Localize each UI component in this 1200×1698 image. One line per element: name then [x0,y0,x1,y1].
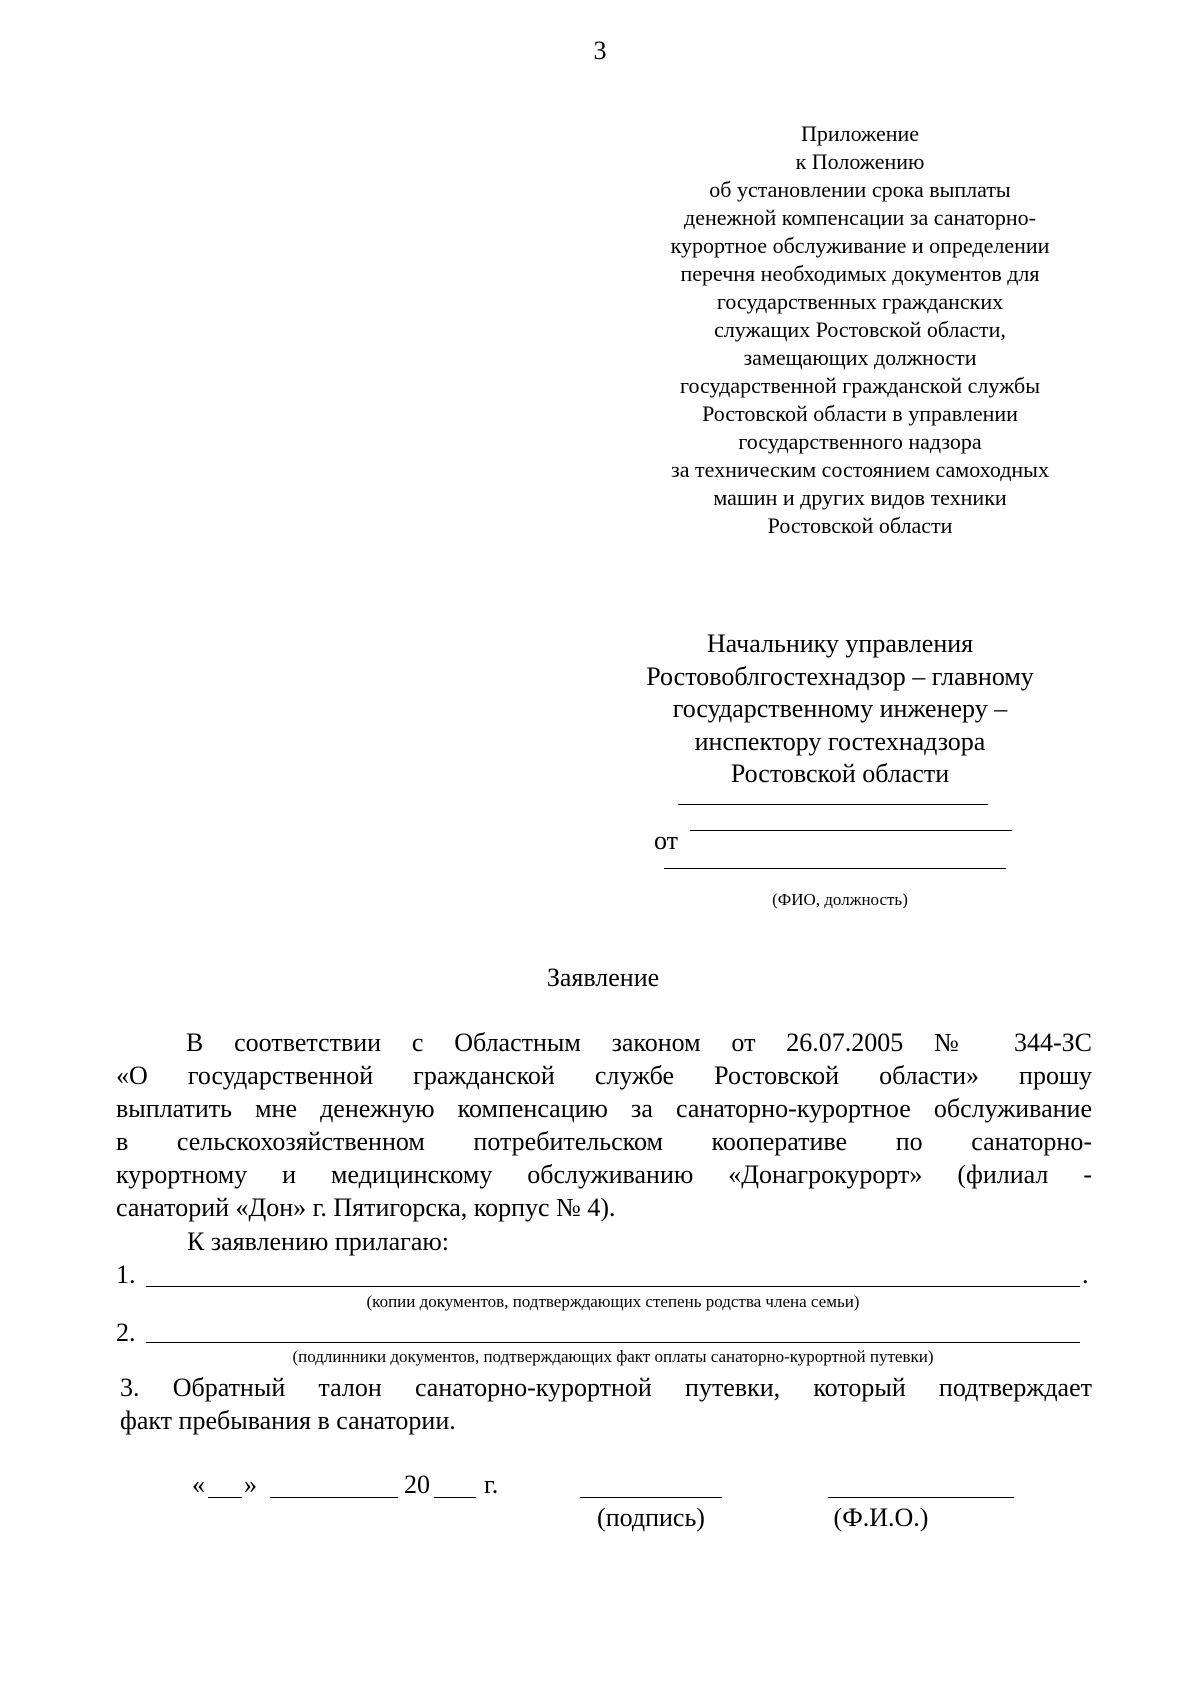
attachment-2-number: 2. [116,1318,136,1347]
appendix-line: государственных гражданских [716,289,1004,314]
addressee-line: государственному инженеру – [672,694,1008,723]
signature-caption: (подпись) [597,1503,705,1532]
attachment-3-line: факт пребывания в санатории. [120,1406,456,1435]
addressee-name-line[interactable] [678,804,988,805]
statement-line: В соответствии с Областным законом от 26.07.2005 № 344-ЗС [186,1028,1092,1057]
from-line[interactable] [690,830,1012,831]
statement-line: «О государственной гражданской службе Ростовской области» прошу [116,1061,1092,1090]
page-number: 3 [593,36,607,65]
statement-paragraph [116,1026,1092,1224]
addressee-line: инспектору гостехнадзора [694,726,986,756]
appendix-line: перечня необходимых документов для [680,261,1040,286]
signature-line[interactable] [580,1497,722,1498]
attachment-1-caption: (копии документов, подтверждающих степень родства члена семьи) [366,1292,860,1311]
appendix-line: курортное обслуживание и определении [670,233,1050,258]
addressee-line: Начальнику управления [706,629,974,658]
attachment-3-line: 3. Обратный талон санаторно-курортной путевки, который подтверждает [120,1373,1092,1402]
appendix-line: Приложение [800,121,920,146]
appendix-line: служащих Ростовской области, [714,317,1006,342]
addressee-block [600,628,1080,791]
attachment-1-number: 1. [116,1260,136,1289]
appendix-line: денежной компенсации за санаторно- [684,205,1036,230]
attachments-heading: К заявлению прилагаю: [187,1227,450,1256]
date-year-prefix: 20 [404,1470,430,1499]
attachment-3 [120,1371,1092,1437]
addressee-line: Ростовоблгостехнадзор – главному [646,661,1034,691]
appendix-line: машин и других видов техники [713,485,1007,510]
appendix-line: государственного надзора [738,429,982,454]
appendix-line: за техническим состоянием самоходных [671,457,1049,482]
statement-line: в сельскохозяйственном потребительском кооперативе по санаторно- [116,1127,1092,1156]
date-month-line[interactable] [270,1497,398,1498]
fio-caption: (ФИО, должность) [772,890,908,909]
date-year-suffix: г. [484,1470,499,1499]
statement-line: санаторий «Дон» г. Пятигорска, корпус № 4). [116,1193,616,1222]
from-label: от [654,826,679,855]
appendix-line: об установлении срока выплаты [709,177,1011,202]
appendix-header [630,120,1090,540]
date-quote-close: » [244,1470,257,1499]
attachment-1-line[interactable] [146,1286,1080,1287]
appendix-line: Ростовской области в управлении [702,401,1018,426]
fio-line[interactable] [664,868,1006,869]
statement-line: курортному и медицинскому обслуживанию «Донагрокурорт» (филиал - [116,1160,1092,1189]
appendix-line: Ростовской области [767,513,953,538]
appendix-line: государственной гражданской службы [680,373,1040,398]
document-title: Заявление [546,963,660,992]
date-year-line[interactable] [434,1497,476,1498]
appendix-line: замещающих должности [743,345,977,370]
date-quote-open: « [192,1470,205,1499]
name-caption: (Ф.И.О.) [833,1503,929,1532]
attachment-2-caption: (подлинники документов, подтверждающих факт оплаты санаторно-курортной путевки) [292,1347,934,1366]
date-day-line[interactable] [208,1497,242,1498]
addressee-line: Ростовской области [730,759,950,788]
appendix-line: к Положению [795,149,925,174]
attachment-2-line[interactable] [146,1342,1080,1343]
statement-line: выплатить мне денежную компенсацию за санаторно-курортное обслуживание [116,1094,1092,1123]
attachment-1-end: . [1082,1260,1089,1289]
name-line[interactable] [828,1497,1014,1498]
